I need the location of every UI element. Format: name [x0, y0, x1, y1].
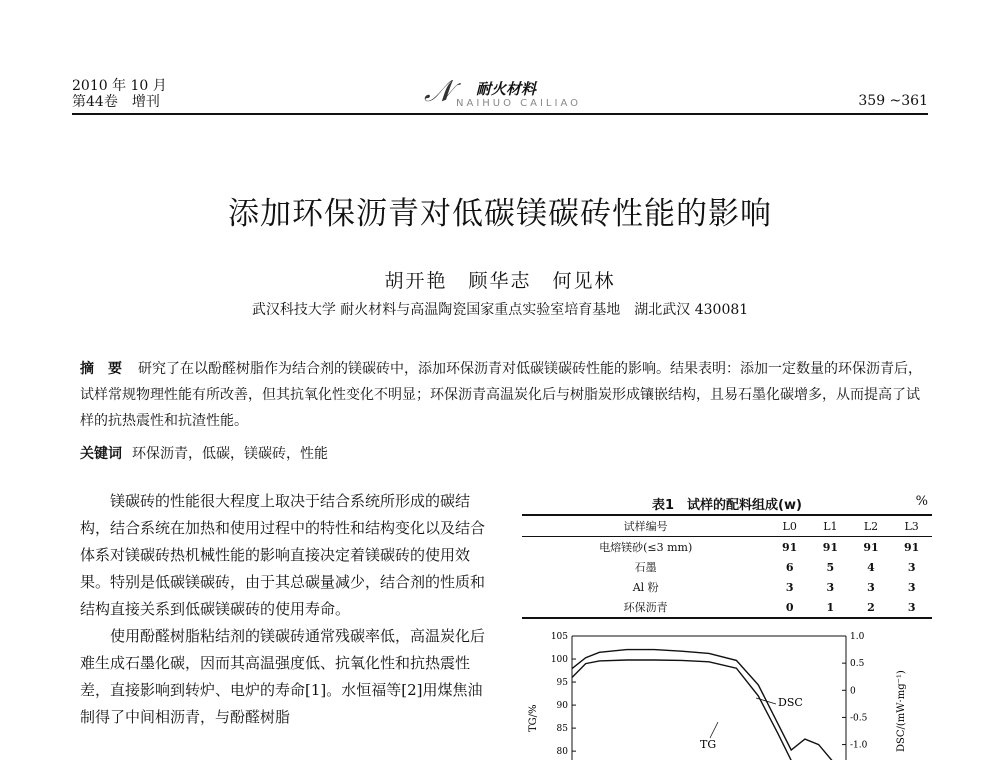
abstract-text: 研究了在以酚醛树脂作为结合剂的镁碳砖中，添加环保沥青对低碳镁碳砖性能的影响。结果表明：添加一定数量的环保沥青后，试样常规物理性能有所改善，但其抗氧化性变化不明显；环保沥青高温炭化后与树脂炭形成镶嵌结构，且易石墨化碳增多，从而提高了试样的抗热震性和抗渣性能。 [80, 361, 922, 429]
table-row [522, 537, 932, 558]
table-cell: 0 [769, 597, 810, 618]
header-rule [72, 113, 928, 115]
left-tick-label: 85 [556, 724, 568, 735]
left-tick-label: 105 [550, 632, 568, 642]
body-paragraph: 镁碳砖的性能很大程度上取决于结合系统所形成的碳结构，结合系统在加热和使用过程中的特性和结构变化以及结合体系对镁碳砖热机械性能的影响直接决定着镁碳砖的使用效果。特别是低碳镁碳砖，由于其总碳量减少，结合剂的性质和结构直接关系到低碳镁碳砖的使用寿命。 [80, 492, 486, 618]
right-tick-label: -1.0 [850, 740, 868, 751]
issue-info [72, 78, 167, 110]
body-paragraph: 使用酚醛树脂粘结剂的镁碳砖通常残碳率低，高温炭化后难生成石墨化碳，因而其高温强度低、抗氧化性和抗热震性差，直接影响到转炉、电炉的寿命[1]。水恒福等[2]用煤焦油制得了中间相沥青，与酚醛树脂 [80, 627, 486, 726]
left-tick-label: 95 [556, 678, 568, 689]
table-cell: 1 [810, 597, 851, 618]
issue-volume: 第44卷 增刊 [72, 94, 160, 110]
table-cell: 91 [822, 540, 838, 554]
table-cell: 4 [867, 560, 875, 574]
body-column [80, 488, 490, 731]
table-cell: 2 [851, 597, 892, 618]
table-title: 表1 试样的配料组成(w) [652, 498, 802, 513]
row-label: 电熔镁砂(≤3 mm) [599, 541, 693, 554]
journal-logo [416, 76, 596, 116]
keywords [80, 443, 328, 463]
right-tick-label: 0 [850, 686, 856, 697]
table-header-cell: L3 [891, 515, 932, 537]
table-row [522, 577, 932, 597]
table-cell: 3 [826, 580, 835, 594]
authors: 胡开艳 顾华志 何见林 [384, 270, 616, 292]
abstract-label: 摘 要 [80, 361, 122, 377]
issue-date: 2010 年 10 月 [72, 78, 167, 94]
table-cell: 6 [785, 560, 794, 574]
table-cell: 3 [907, 560, 916, 574]
right-tick-label: 0.5 [850, 659, 865, 670]
table-header-row [522, 515, 932, 537]
right-tick-label: -0.5 [850, 713, 868, 724]
left-axis-label: TG/% [528, 704, 539, 732]
left-tick-label: 80 [556, 747, 568, 758]
table-header-cell: L2 [851, 515, 892, 537]
keywords-text: 环保沥青，低碳，镁碳砖，性能 [132, 446, 328, 462]
tg-leader [710, 722, 718, 738]
logo-mark-icon: 𝒩 [424, 74, 453, 109]
table-unit: % [915, 494, 928, 509]
journal-name-en: NAIHUO CAILIAO [456, 98, 581, 109]
table-cell: 91 [904, 540, 920, 554]
row-label: Al 粉 [632, 581, 659, 594]
table-cell: 91 [863, 540, 879, 554]
journal-name: 耐火材料 [476, 80, 537, 98]
abstract [80, 356, 928, 434]
affiliation: 武汉科技大学 耐火材料与高温陶瓷国家重点实验室培育基地 湖北武汉 430081 [251, 302, 749, 318]
row-label: 石墨 [634, 561, 657, 574]
row-label: 环保沥青 [522, 597, 769, 618]
left-tick-label: 100 [550, 655, 568, 666]
tg-dsc-chart [520, 628, 920, 760]
table-header-cell: L1 [810, 515, 851, 537]
table-header-cell: L0 [769, 515, 810, 537]
table-row [522, 557, 932, 577]
table-cell: 3 [785, 580, 794, 594]
table-header-cell: 试样编号 [522, 515, 769, 537]
table-cell: 91 [782, 540, 798, 554]
composition-table [522, 514, 932, 619]
right-axis-label: DSC/(mW·mg⁻¹) [896, 670, 907, 752]
dsc-annotation: DSC [778, 696, 803, 709]
right-tick-label: 1.0 [850, 632, 865, 642]
table-cell: 3 [891, 597, 932, 618]
table-cell: 3 [867, 580, 875, 594]
keywords-label: 关键词 [80, 446, 122, 462]
table-cell: 3 [907, 580, 916, 594]
tg-annotation: TG [700, 738, 717, 751]
left-tick-label: 90 [556, 701, 568, 712]
page-range: 359 ~361 [858, 93, 928, 109]
article-title: 添加环保沥青对低碳镁碳砖性能的影响 [228, 196, 772, 232]
table-row [522, 597, 932, 618]
table-cell: 5 [826, 560, 835, 574]
